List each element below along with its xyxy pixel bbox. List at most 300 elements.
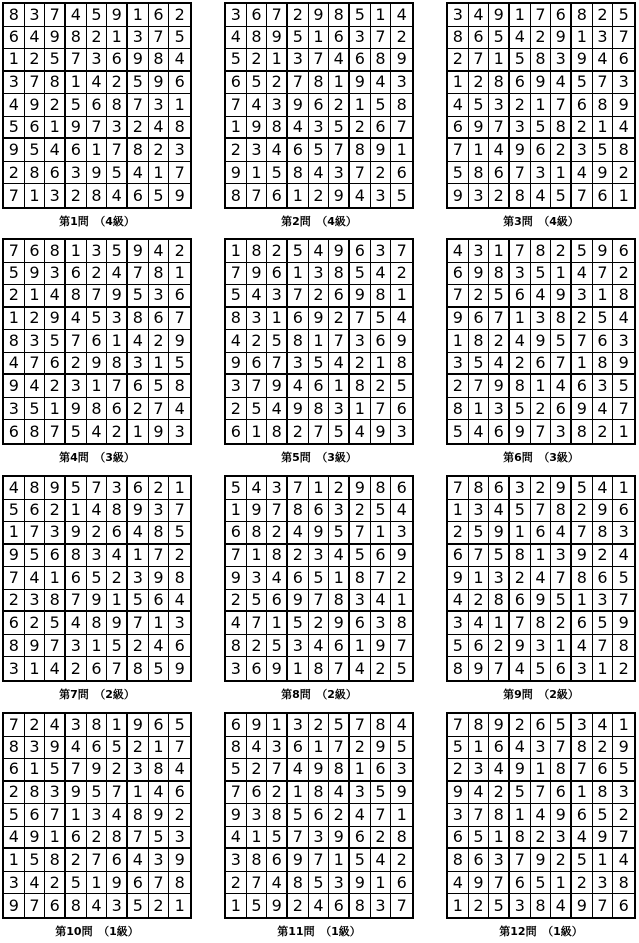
sudoku-cell: 5 [149,375,170,398]
sudoku-cell: 1 [371,353,392,376]
sudoku-cell: 1 [66,804,87,827]
sudoku-cell: 5 [391,375,412,398]
sudoku-cell: 9 [45,308,66,331]
sudoku-cell: 2 [87,263,108,286]
sudoku-cell: 9 [391,782,412,805]
sudoku-cell: 3 [593,375,614,398]
sudoku-cell: 4 [128,849,149,872]
sudoku-cell: 5 [448,162,469,185]
sudoku-cell: 1 [350,759,371,782]
sudoku-cell: 8 [350,375,371,398]
sudoku-cell: 4 [510,330,531,353]
sudoku-cell: 2 [593,4,614,27]
sudoku-cell: 7 [66,330,87,353]
sudoku-cell: 8 [593,94,614,117]
sudoku-cell: 7 [469,49,490,72]
sudoku-cell: 6 [489,162,510,185]
sudoku-cell: 1 [267,308,288,331]
sudoku-cell: 2 [45,94,66,117]
sudoku-cell: 4 [87,500,108,523]
sudoku-cell: 3 [613,522,634,545]
sudoku-grid [446,2,636,209]
sudoku-cell: 4 [128,162,149,185]
sudoku-cell: 4 [226,330,247,353]
sudoku-cell: 7 [593,635,614,658]
sudoku-cell: 8 [613,872,634,895]
sudoku-cell: 1 [391,139,412,162]
sudoku-cell: 7 [107,375,128,398]
sudoku-cell: 1 [25,657,46,680]
sudoku-cell: 8 [128,308,149,331]
sudoku-cell: 9 [288,590,309,613]
sudoku-cell: 3 [329,872,350,895]
sudoku-cell: 4 [593,49,614,72]
sudoku-cell: 7 [531,4,552,27]
sudoku-cell: 6 [149,308,170,331]
sudoku-cell: 2 [572,117,593,140]
sudoku-cell: 2 [247,635,268,658]
sudoku-cell: 1 [531,375,552,398]
sudoku-cell: 3 [551,545,572,568]
sudoku-cell: 5 [4,500,25,523]
sudoku-cell: 9 [267,375,288,398]
sudoku-cell: 6 [309,94,330,117]
sudoku-cell: 5 [149,184,170,207]
sudoku-cell: 7 [613,827,634,850]
sudoku-cell: 6 [350,49,371,72]
sudoku-cell: 2 [107,72,128,95]
sudoku-cell: 1 [45,827,66,850]
sudoku-cell: 4 [593,477,614,500]
puzzle-caption: 第9問 （2級） [503,688,579,701]
sudoku-cell: 1 [169,263,190,286]
sudoku-cell: 1 [107,714,128,737]
sudoku-cell: 8 [149,522,170,545]
sudoku-cell: 6 [128,184,149,207]
sudoku-cell: 3 [448,4,469,27]
sudoku-cell: 4 [371,590,392,613]
sudoku-cell: 7 [149,872,170,895]
sudoku-cell: 3 [4,872,25,895]
sudoku-cell: 6 [371,759,392,782]
sudoku-cell: 8 [4,635,25,658]
sudoku-cell: 9 [267,27,288,50]
sudoku-cell: 3 [391,759,412,782]
sudoku-cell: 9 [572,894,593,917]
sudoku-cell: 1 [448,330,469,353]
sudoku-cell: 7 [391,635,412,658]
sudoku-cell: 3 [551,49,572,72]
sudoku-cell: 2 [25,612,46,635]
sudoku-cell: 7 [226,782,247,805]
sudoku-cell: 5 [448,635,469,658]
sudoku-cell: 3 [489,849,510,872]
sudoku-cell: 2 [66,849,87,872]
sudoku-cell: 9 [247,500,268,523]
sudoku-cell: 7 [25,72,46,95]
sudoku-cell: 7 [489,308,510,331]
sudoku-cell: 9 [288,94,309,117]
sudoku-cell: 9 [489,714,510,737]
sudoku-cell: 6 [107,522,128,545]
sudoku-cell: 7 [329,737,350,760]
sudoku-cell: 7 [350,162,371,185]
sudoku-cell: 7 [107,657,128,680]
sudoku-cell: 4 [107,804,128,827]
sudoku-cell: 4 [510,27,531,50]
sudoku-cell: 2 [66,353,87,376]
sudoku-cell: 4 [448,872,469,895]
sudoku-cell: 7 [551,353,572,376]
sudoku-cell: 6 [572,804,593,827]
sudoku-cell: 9 [329,827,350,850]
sudoku-cell: 1 [613,714,634,737]
sudoku-cell: 5 [350,4,371,27]
sudoku-cell: 8 [551,500,572,523]
sudoku-cell: 8 [613,139,634,162]
sudoku-cell: 5 [25,849,46,872]
sudoku-cell: 8 [45,590,66,613]
sudoku-cell: 6 [45,894,66,917]
sudoku-cell: 4 [4,94,25,117]
sudoku-cell: 4 [350,420,371,443]
sudoku-cell: 7 [593,263,614,286]
sudoku-cell: 9 [448,184,469,207]
sudoku-cell: 5 [572,477,593,500]
sudoku-cell: 7 [45,804,66,827]
sudoku-cell: 8 [25,477,46,500]
sudoku-cell: 6 [551,398,572,421]
sudoku-cell: 3 [226,657,247,680]
sudoku-cell: 3 [510,263,531,286]
sudoku-cell: 3 [391,72,412,95]
sudoku-cell: 6 [329,635,350,658]
sudoku-cell: 2 [4,590,25,613]
sudoku-cell: 3 [149,500,170,523]
sudoku-cell: 5 [288,612,309,635]
sudoku-cell: 2 [469,590,490,613]
sudoku-cell: 8 [107,827,128,850]
sudoku-cell: 3 [107,477,128,500]
sudoku-cell: 6 [4,612,25,635]
sudoku-cell: 3 [107,894,128,917]
sudoku-cell: 8 [107,94,128,117]
sudoku-cell: 4 [371,849,392,872]
sudoku-cell: 1 [226,894,247,917]
sudoku-cell: 4 [593,714,614,737]
sudoku-cell: 7 [149,27,170,50]
sudoku-cell: 5 [329,117,350,140]
sudoku-cell: 9 [350,477,371,500]
sudoku-cell: 1 [309,330,330,353]
sudoku-cell: 1 [169,477,190,500]
sudoku-cell: 1 [87,635,108,658]
sudoku-cell: 6 [66,139,87,162]
sudoku-cell: 5 [66,420,87,443]
sudoku-cell: 7 [469,804,490,827]
sudoku-cell: 3 [309,117,330,140]
sudoku-cell: 4 [448,590,469,613]
sudoku-cell: 7 [371,804,392,827]
sudoku-cell: 8 [267,420,288,443]
sudoku-cell: 3 [169,827,190,850]
sudoku-cell: 7 [489,657,510,680]
sudoku-cell: 7 [128,94,149,117]
sudoku-cell: 6 [107,49,128,72]
sudoku-cell: 1 [531,545,552,568]
sudoku-cell: 2 [448,375,469,398]
sudoku-cell: 1 [618,421,629,441]
sudoku-cell: 2 [226,398,247,421]
sudoku-cell: 7 [329,139,350,162]
sudoku-cell: 3 [510,894,531,917]
sudoku-cell: 8 [510,375,531,398]
sudoku-cell: 5 [4,117,25,140]
sudoku-cell: 8 [169,375,190,398]
sudoku-cell: 6 [572,94,593,117]
sudoku-cell: 1 [226,500,247,523]
sudoku-cell: 3 [66,714,87,737]
sudoku-cell: 9 [593,500,614,523]
sudoku-cell: 7 [469,375,490,398]
sudoku-cell: 1 [267,612,288,635]
sudoku-cell: 8 [371,285,392,308]
sudoku-cell: 6 [391,398,412,421]
sudoku-cell: 5 [45,49,66,72]
sudoku-cell: 6 [551,782,572,805]
sudoku-cell: 5 [45,759,66,782]
sudoku-cell: 8 [551,759,572,782]
sudoku-cell: 7 [371,27,392,50]
sudoku-cell: 2 [107,567,128,590]
sudoku-cell: 2 [169,240,190,263]
sudoku-cell: 5 [613,375,634,398]
sudoku-cell: 9 [551,477,572,500]
sudoku-cell: 2 [288,894,309,917]
sudoku-cell: 7 [510,162,531,185]
sudoku-cell: 8 [329,590,350,613]
sudoku-cell: 4 [469,612,490,635]
sudoku-cell: 5 [107,162,128,185]
sudoku-cell: 6 [4,27,25,50]
sudoku-cell: 8 [448,27,469,50]
sudoku-cell: 5 [149,657,170,680]
sudoku-cell: 6 [448,117,469,140]
sudoku-cell: 1 [107,27,128,50]
sudoku-cell: 4 [329,353,350,376]
sudoku-cell: 1 [510,804,531,827]
sudoku-cell: 6 [329,27,350,50]
sudoku-cell: 7 [288,477,309,500]
sudoku-cell: 8 [4,330,25,353]
sudoku-cell: 6 [87,657,108,680]
sudoku-cell: 5 [350,849,371,872]
sudoku-cell: 9 [350,72,371,95]
sudoku-cell: 8 [551,117,572,140]
sudoku-cell: 1 [391,804,412,827]
sudoku-cell: 9 [572,545,593,568]
sudoku-cell: 9 [469,263,490,286]
sudoku-cell: 5 [572,240,593,263]
sudoku-cell: 6 [87,330,108,353]
sudoku-cell: 4 [107,263,128,286]
puzzle-caption: 第12問 （1級） [499,925,583,938]
sudoku-cell: 8 [613,635,634,658]
sudoku-cell: 5 [469,94,490,117]
sudoku-cell: 2 [489,184,510,207]
sudoku-cell: 7 [350,522,371,545]
sudoku-cell: 8 [288,330,309,353]
sudoku-cell: 8 [267,545,288,568]
sudoku-cell: 2 [267,240,288,263]
sudoku-cell: 9 [531,849,552,872]
sudoku-cell: 2 [510,714,531,737]
sudoku-cell: 9 [87,162,108,185]
sudoku-cell: 6 [329,894,350,917]
sudoku-cell: 2 [4,162,25,185]
sudoku-cell: 7 [87,117,108,140]
sudoku-cell: 3 [469,184,490,207]
sudoku-cell: 7 [593,72,614,95]
sudoku-cell: 2 [489,330,510,353]
sudoku-cell: 3 [87,804,108,827]
sudoku-cell: 3 [572,285,593,308]
sudoku-cell: 4 [489,353,510,376]
sudoku-cell: 5 [87,4,108,27]
sudoku-cell: 2 [448,759,469,782]
sudoku-cell: 8 [288,162,309,185]
sudoku-cell: 3 [469,759,490,782]
sudoku-cell: 4 [169,759,190,782]
sudoku-cell: 1 [572,27,593,50]
sudoku-cell: 4 [510,657,531,680]
sudoku-cell: 9 [107,4,128,27]
sudoku-cell: 1 [247,545,268,568]
sudoku-cell: 1 [489,827,510,850]
sudoku-cell: 4 [87,72,108,95]
sudoku-cell: 2 [288,4,309,27]
sudoku-cell: 4 [309,240,330,263]
sudoku-cell: 4 [25,872,46,895]
sudoku-cell: 5 [87,782,108,805]
sudoku-grid [2,712,192,919]
sudoku-cell: 6 [25,240,46,263]
sudoku-cell: 9 [288,398,309,421]
sudoku-cell: 2 [448,49,469,72]
sudoku-cell: 6 [350,240,371,263]
sudoku-cell: 6 [149,590,170,613]
sudoku-cell: 3 [469,500,490,523]
sudoku-cell: 2 [247,330,268,353]
sudoku-cell: 7 [4,714,25,737]
sudoku-cell: 8 [613,285,634,308]
sudoku-cell: 3 [267,737,288,760]
sudoku-cell: 2 [45,375,66,398]
sudoku-cell: 5 [226,477,247,500]
sudoku-cell: 4 [247,94,268,117]
sudoku-cell: 2 [469,72,490,95]
sudoku-cell: 8 [169,567,190,590]
sudoku-cell: 5 [267,635,288,658]
sudoku-cell: 1 [247,827,268,850]
sudoku-cell: 5 [128,285,149,308]
sudoku-cell: 8 [391,353,412,376]
sudoku-cell: 7 [267,500,288,523]
sudoku-cell: 9 [226,567,247,590]
sudoku-cell: 5 [288,27,309,50]
sudoku-cell: 9 [510,139,531,162]
sudoku-cell: 6 [247,353,268,376]
sudoku-cell: 8 [329,263,350,286]
sudoku-cell: 5 [572,72,593,95]
sudoku-cell: 2 [613,162,634,185]
sudoku-cell: 6 [469,27,490,50]
sudoku-cell: 2 [551,612,572,635]
sudoku-cell: 8 [572,4,593,27]
sudoku-cell: 3 [613,782,634,805]
sudoku-cell: 1 [4,522,25,545]
sudoku-cell: 9 [593,827,614,850]
sudoku-cell: 1 [551,635,572,658]
sudoku-cell: 6 [107,849,128,872]
sudoku-cell: 7 [448,714,469,737]
sudoku-cell: 4 [4,477,25,500]
sudoku-cell: 9 [371,139,392,162]
sudoku-cell: 7 [87,285,108,308]
sudoku-cell: 8 [531,240,552,263]
sudoku-cell: 3 [448,804,469,827]
sudoku-cell: 9 [371,635,392,658]
sudoku-cell: 7 [489,117,510,140]
sudoku-cell: 9 [226,804,247,827]
sudoku-cell: 8 [66,545,87,568]
sudoku-cell: 5 [329,522,350,545]
sudoku-cell: 7 [87,477,108,500]
sudoku-cell: 2 [25,714,46,737]
sudoku-cell: 2 [329,477,350,500]
sudoku-cell: 9 [489,522,510,545]
sudoku-cell: 5 [45,330,66,353]
sudoku-cell: 8 [309,782,330,805]
sudoku-cell: 5 [613,759,634,782]
sudoku-cell: 3 [66,635,87,658]
sudoku-grid [446,712,636,919]
sudoku-cell: 6 [66,827,87,850]
sudoku-cell: 8 [226,635,247,658]
puzzle-caption: 第11問 （1級） [277,925,361,938]
sudoku-cell: 4 [531,184,552,207]
sudoku-cell: 8 [531,49,552,72]
sudoku-cell: 4 [350,657,371,680]
sudoku-cell: 8 [371,49,392,72]
sudoku-cell: 9 [309,4,330,27]
sudoku-cell: 5 [613,567,634,590]
sudoku-cell: 5 [613,4,634,27]
sudoku-cell: 4 [613,117,634,140]
sudoku-cell: 8 [593,522,614,545]
sudoku-cell: 4 [572,162,593,185]
sudoku-cell: 8 [309,72,330,95]
sudoku-cell: 1 [489,49,510,72]
sudoku-cell: 6 [226,522,247,545]
sudoku-cell: 3 [107,308,128,331]
sudoku-cell: 4 [329,545,350,568]
sudoku-cell: 1 [288,263,309,286]
sudoku-cell: 8 [572,567,593,590]
sudoku-cell: 3 [4,398,25,421]
sudoku-cell: 3 [489,398,510,421]
sudoku-cell: 1 [371,522,392,545]
